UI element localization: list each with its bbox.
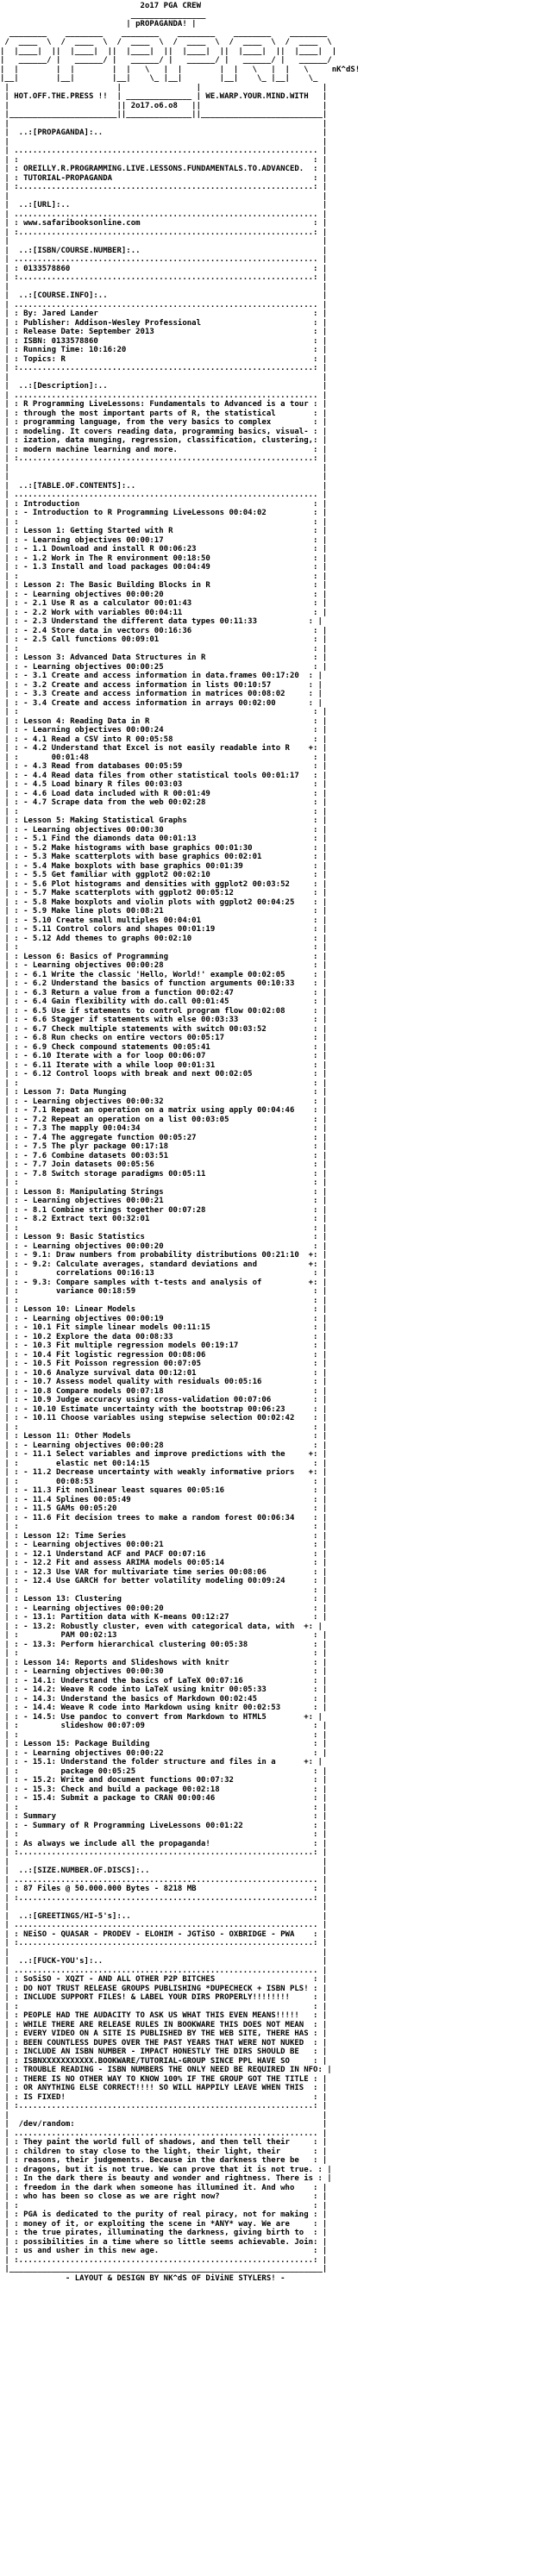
nfo-line: | | (0, 119, 328, 128)
nfo-line: | : - 10.11 Choose variables using stepwise selection 00:02:42 : | (0, 1414, 328, 1422)
nfo-line: | ..:[TABLE.OF.CONTENTS]:.. | (0, 481, 328, 491)
nfo-line: | | | | | | \ | | | | \ | | \ nK^dS! (0, 65, 361, 74)
nfo-line: | : : | (0, 1223, 328, 1233)
nfo-line: | : Lesson 5: Making Statistical Graphs : | (0, 816, 328, 825)
nfo-line: | : - 12.1 Understand ACF and PACF 00:07:16 : | (0, 1549, 328, 1559)
nfo-line: | ................................................................. | (0, 147, 328, 155)
nfo-line: | : NEiSO - QUASAR - PRODEV - ELOHIM - JGTiSO - OXBRIDGE - PWA : | (0, 1929, 328, 1939)
nfo-line: | : - Learning objectives 00:00:28 : | (0, 961, 328, 970)
nfo-line: | : who has been so close as we are right now? : | (0, 2192, 328, 2201)
nfo-line: | : www.safaribooksonline.com : | (0, 219, 328, 228)
nfo-line: | : : | (0, 1585, 328, 1595)
nfo-line: | : : | (0, 1079, 328, 1088)
nfo-line: | : : | (0, 1296, 328, 1305)
nfo-line: | ______/ | ______/ | ______/ | ______/ | ______/ | ______/ (0, 56, 332, 65)
nfo-line: | : - 4.1 Read a CSV into R 00:05:58 : | (0, 735, 328, 744)
nfo-line: | |____| || |____| || |____| || |____| || |____| || |____| | (0, 47, 337, 56)
nfo-line: | HOT.OFF.THE.PRESS !! | ______________ | WE.WARP.YOUR.MIND.WITH | (0, 92, 328, 101)
nfo-line: | : modeling. It covers reading data, programming basics, visual- : | (0, 427, 328, 436)
nfo-line: | : - 12.2 Fit and assess ARIMA models 00:05:14 : | (0, 1559, 328, 1567)
nfo-line: | : - 5.11 Control colors and shapes 00:01:19 : | (0, 925, 328, 934)
nfo-line: | : freedom in the dark when someone has illumined it. And who : | (0, 2183, 328, 2192)
nfo-line: | : - 6.1 Write the classic 'Hello, World!' example 00:02:05 : | (0, 970, 328, 979)
nfo-line: | ..:[GREETINGS/HI-5's]:.. | (0, 1911, 328, 1921)
nfo-line: | : - 5.2 Make histograms with base graphics 00:01:30 : | (0, 843, 328, 853)
nfo-line: | : money of it, or exploiting the scene in *ANY* way. We are : | (0, 2219, 328, 2229)
nfo-line: | : - 10.9 Judge accuracy using cross-validation 00:07:06 : | (0, 1396, 328, 1404)
nfo-line: | : TROUBLE READING - ISBN NUMBERS THE ONLY NEED BE REQUIRED IN NFO: | (0, 2066, 332, 2074)
nfo-line: | : correlations 00:16:13 : | (0, 1269, 328, 1278)
nfo-line: | : - 5.1 Find the diamonds data 00:01:13 : | (0, 835, 328, 843)
nfo-line: | : - 1.1 Download and install R 00:06:23 : | (0, 545, 328, 553)
nfo-line: | : - 5.3 Make scatterplots with base graphics 00:02:01 : | (0, 853, 328, 861)
nfo-line: | : Lesson 12: Time Series : | (0, 1531, 328, 1541)
nfo-line: | ................................................................. | (0, 2129, 328, 2138)
nfo-line: | : - 13.1: Partition data with K-means 00:12:27 : | (0, 1613, 328, 1622)
nfo-line: | : - 2.4 Store data in vectors 00:16:36 : | (0, 626, 328, 635)
nfo-line: | : Summary : | (0, 1812, 328, 1821)
nfo-line: | : In the dark there is beauty and wonder and rightness. There is : | (0, 2174, 332, 2183)
nfo-line: | : - Learning objectives 00:00:19 : | (0, 1314, 328, 1323)
nfo-line: | :...............................................................: | (0, 1939, 328, 1948)
nfo-line: | : : | (0, 2201, 328, 2210)
nfo-line: | : - 7.3 The mapply 00:04:34 : | (0, 1124, 328, 1133)
nfo-line: | : - Learning objectives 00:00:24 : | (0, 726, 328, 735)
nfo-line: | : - 10.8 Compare models 00:07:18 : | (0, 1386, 328, 1396)
nfo-line: | | (0, 282, 328, 291)
nfo-line: | ..:[Description]:.. | (0, 382, 328, 391)
nfo-line: | :...............................................................: | (0, 228, 328, 237)
nfo-line: | : - Learning objectives 00:00:21 : | (0, 1541, 328, 1549)
nfo-line: | : 87 Files @ 50.000.000 Bytes - 8218 MB : | (0, 1885, 328, 1893)
nfo-line: | :...............................................................: | (0, 183, 328, 191)
nfo-line: | : Release Date: September 2013 : | (0, 328, 328, 336)
nfo-line: | : - 6.9 Check compound statements 00:05:41 : | (0, 1042, 328, 1052)
nfo-line: | : - 7.6 Combine datasets 00:03:51 : | (0, 1151, 328, 1160)
nfo-line: | : programming language, from the very basics to complex : | (0, 418, 328, 427)
nfo-line: | : Lesson 7: Data Munging : | (0, 1088, 328, 1097)
nfo-line: | : - 5.7 Make scatterplots with ggplot2 00:05:12 : | (0, 889, 328, 897)
nfo-line: | : - 14.4: Weave R code into Markdown using knitr 00:02:53 : | (0, 1704, 328, 1712)
nfo-line: | : - 12.4 Use GARCH for better volatility modeling 00:09:24 : | (0, 1577, 328, 1585)
nfo-line: | ................................................................. | (0, 491, 328, 499)
nfo-line: | : - Learning objectives 00:00:20 : | (0, 1604, 328, 1613)
nfo-line: | ................................................................. | (0, 391, 328, 400)
nfo-line: | : - 15.4: Submit a package to CRAN 00:00:46 : | (0, 1794, 328, 1803)
nfo-line: | : - 6.4 Gain flexibility with do.call 00:01:45 : | (0, 997, 328, 1006)
nfo-line: | pROPAGANDA! | (0, 20, 197, 28)
nfo-line: | : - 7.4 The aggregate function 00:05:27 : | (0, 1133, 328, 1142)
nfo-line: | : possibilities in a time where so little seems achievable. Join: | (0, 2237, 328, 2247)
nfo-line: | : - 2.5 Call functions 00:09:01 : | (0, 635, 328, 644)
nfo-line: | : : | (0, 1649, 328, 1658)
nfo-line: | :...............................................................: | (0, 2102, 328, 2110)
nfo-line: | :...............................................................: | (0, 1848, 328, 1857)
nfo-line: | : Publisher: Addison-Wesley Professional : | (0, 318, 328, 328)
nfo-line: | : : | (0, 807, 328, 816)
nfo-line: | : - Learning objectives 00:00:17 : | (0, 535, 328, 545)
nfo-line: | : : | (0, 708, 328, 716)
nfo-line: | : : | (0, 943, 328, 952)
nfo-line: | | | | (0, 83, 328, 92)
nfo-line: | : - 6.10 Iterate with a for loop 00:06:07 : | (0, 1052, 328, 1060)
nfo-line: ________________ (0, 10, 206, 20)
nfo-line: | :...............................................................: | (0, 1893, 328, 1903)
nfo-line: | : Lesson 1: Getting Started with R : | (0, 527, 328, 535)
nfo-line: | : - 1.3 Install and load packages 00:04:49 : | (0, 563, 328, 572)
nfo-line: | | (0, 463, 328, 472)
nfo-line: | : variance 00:18:59 : | (0, 1287, 328, 1296)
nfo-line: | ..:[URL]:.. | (0, 201, 328, 209)
nfo-line: | : Running Time: 10:16:20 : | (0, 346, 328, 354)
nfo-line: | : Lesson 15: Package Building : | (0, 1740, 328, 1748)
nfo-line: | : - 15.1: Understand the folder structure and files in a +: | (0, 1758, 323, 1766)
nfo-line: | : - 2.3 Understand the different data types 00:11:33 : | (0, 617, 323, 626)
nfo-line: | : - 4.2 Understand that Excel is not easily readable into R +: | (0, 744, 328, 753)
nfo-line: | : Lesson 4: Reading Data in R : | (0, 716, 328, 726)
nfo-line: | : - 7.5 The plyr package 00:17:18 : | (0, 1142, 328, 1151)
nfo-line: | | (0, 2110, 328, 2120)
nfo-line: | : elastic net 00:14:15 : | (0, 1459, 328, 1468)
nfo-line: | : - Learning objectives 00:00:30 : | (0, 825, 328, 835)
nfo-line: | : - 13.3: Perform hierarchical clustering 00:05:38 : | (0, 1640, 328, 1649)
nfo-line: | :...............................................................: | (0, 454, 328, 463)
nfo-line: | : - 5.9 Make line plots 00:08:21 : | (0, 907, 328, 916)
nfo-line: | : - 6.3 Return a value from a function 00:02:47 : | (0, 988, 328, 997)
nfo-line: | : - 7.8 Switch storage paradigms 00:05:11 : | (0, 1169, 328, 1179)
nfo-line: | : DO NOT TRUST RELEASE GROUPS PUBLISHING *DUPECHECK + ISBN PLS! : | (0, 1984, 328, 1993)
nfo-line: | : - 10.6 Analyze survival data 00:12:01 : | (0, 1368, 328, 1378)
nfo-line: | : - 4.4 Read data files from other statistical tools 00:01:17 : | (0, 771, 328, 780)
nfo-line: | : - Learning objectives 00:00:20 : | (0, 590, 328, 599)
nfo-line: | : - 2.1 Use R as a calculator 00:01:43 : | (0, 599, 328, 608)
nfo-line: | : : | (0, 517, 328, 527)
nfo-line: | : - 4.5 Load binary R files 00:03:03 : | (0, 780, 328, 789)
nfo-line: | : PEOPLE HAD THE AUDACITY TO ASK US WHAT THIS EVEN MEANS!!!!! : | (0, 2011, 328, 2020)
nfo-line: | : - 10.4 Fit logistic regression 00:08:06 : | (0, 1350, 328, 1360)
nfo-line: | : - Learning objectives 00:00:22 : | (0, 1748, 328, 1758)
nfo-line: | : slideshow 00:07:09 : | (0, 1722, 328, 1730)
nfo-line: | : - 5.5 Get familiar with ggplot2 00:02:10 : | (0, 871, 328, 879)
nfo-line: | : : | (0, 1422, 328, 1432)
nfo-line: | ................................................................. | (0, 1875, 328, 1885)
nfo-line: | : - 10.10 Estimate uncertainty with the bootstrap 00:06:23 : | (0, 1404, 328, 1414)
nfo-line: | : Lesson 11: Other Models : | (0, 1432, 328, 1441)
nfo-line: | : : | (0, 155, 328, 165)
nfo-line: | : As always we include all the propaganda! : | (0, 1839, 328, 1848)
nfo-line: | : BEEN COUNTLESS DUPES OVER THE PAST YEARS THAT WERE NOT NUKED : | (0, 2038, 328, 2048)
nfo-line: | : By: Jared Lander : | (0, 309, 328, 318)
nfo-line: | : reasons, their judgements. Because in the darkness there be : | (0, 2156, 328, 2165)
nfo-line: | : - 9.3: Compare samples with t-tests and analysis of +: | (0, 1278, 328, 1287)
nfo-line: | : modern machine learning and more. : | (0, 445, 328, 454)
nfo-line: | : - 3.1 Create and access information in data.frames 00:17:20 : | (0, 672, 323, 680)
nfo-line: | : - 6.5 Use if statements to control program flow 00:02:08 : | (0, 1006, 328, 1016)
nfo-line: | :...............................................................: | (0, 364, 328, 372)
nfo-line: | : - 7.7 Join datasets 00:05:56 : | (0, 1160, 328, 1169)
nfo-line: | : : | (0, 1830, 328, 1839)
nfo-line: | ................................................................. | (0, 209, 328, 219)
nfo-line: | : - 13.2: Robustly cluster, even with categorical data, with +: | (0, 1622, 323, 1631)
nfo-line: | : Introduction : | (0, 499, 328, 509)
nfo-line: | : - 10.5 Fit Poisson regression 00:07:05 : | (0, 1360, 328, 1368)
nfo-line: | : THERE IS NO OTHER WAY TO KNOW 100% IF THE GROUP GOT THE TITLE : | (0, 2074, 328, 2084)
nfo-line: | : - 6.7 Check multiple statements with switch 00:03:52 : | (0, 1024, 328, 1034)
nfo-line: | : Lesson 8: Manipulating Strings : | (0, 1187, 328, 1197)
nfo-line: | | (0, 237, 328, 246)
nfo-line: | : IS FIXED! : | (0, 2092, 328, 2102)
nfo-line: | : - 14.2: Weave R code into LaTeX using knitr 00:05:33 : | (0, 1685, 328, 1694)
nfo-line: | : : | (0, 644, 328, 653)
nfo-line: - LAYOUT & DESIGN BY NK^dS OF DiViNE STYLERS! - (0, 2273, 285, 2283)
nfo-line: | : - 14.5: Use pandoc to convert from Markdown to HTML5 +: | (0, 1712, 323, 1722)
nfo-line: | ................................................................. | (0, 255, 328, 264)
nfo-line: | : Lesson 3: Advanced Data Structures in R : | (0, 653, 328, 662)
nfo-line: | : - 9.2: Calculate averages, standard deviations and +: | (0, 1260, 328, 1269)
nfo-line: | : Lesson 9: Basic Statistics : | (0, 1233, 328, 1241)
nfo-line: | : - 3.3 Create and access information in matrices 00:08:02 : | (0, 690, 323, 698)
nfo-line: | : - 11.5 GAMs 00:05:20 : | (0, 1504, 328, 1513)
nfo-line: | | (0, 1903, 328, 1911)
nfo-line: | : children to stay close to the light, their light, their : | (0, 2147, 328, 2156)
nfo-line: | : Lesson 13: Clustering : | (0, 1595, 328, 1604)
nfo-line: | | (0, 372, 328, 382)
nfo-line: | : - 11.2 Decrease uncertainty with weakly informative priors +: | (0, 1468, 328, 1477)
nfo-line: |__| |__| |__| \_ |__| |__| \_ |__| \_ (0, 74, 318, 83)
nfo-line: | : package 00:05:25 : | (0, 1766, 328, 1776)
nfo-line: | : Lesson 14: Reports and Slideshows with knitr : | (0, 1658, 328, 1667)
nfo-line: | : They paint the world full of shadows, and then tell their : | (0, 2138, 328, 2147)
nfo-line: | : - 15.3: Check and build a package 00:02:18 : | (0, 1785, 328, 1794)
nfo-line: | : - 14.3: Understand the basics of Markdown 00:02:45 : | (0, 1694, 328, 1704)
nfo-line: | : - Learning objectives 00:00:28 : | (0, 1441, 328, 1450)
nfo-line: | : - Learning objectives 00:00:30 : | (0, 1667, 328, 1676)
nfo-line: | : : | (0, 1179, 328, 1187)
nfo-line: | : the true pirates, illuminating the darkness, giving birth to : | (0, 2229, 328, 2237)
nfo-line: | ................................................................. | (0, 300, 328, 309)
nfo-line: | : - 4.3 Read from databases 00:05:59 : | (0, 762, 328, 771)
nfo-line: | : 00:08:53 : | (0, 1477, 328, 1486)
nfo-line: | : - 1.2 Work in The R environment 00:18:50 : | (0, 553, 328, 563)
nfo-line: | : through the most important parts of R, the statistical : | (0, 409, 328, 418)
nfo-line: | : - 8.2 Extract text 00:32:01 : | (0, 1215, 328, 1223)
nfo-line: | : - Introduction to R Programming LiveLessons 00:04:02 : | (0, 509, 328, 517)
nfo-line: | : - 6.6 Stagger if statements with else 00:03:33 : | (0, 1016, 328, 1024)
nfo-line: | : - 3.2 Create and access information in lists 00:10:57 : | (0, 680, 323, 690)
nfo-line: | : - 10.2 Explore the data 00:08:33 : | (0, 1332, 328, 1341)
nfo-line: | :...............................................................: | (0, 2255, 328, 2265)
nfo-line: | : ization, data munging, regression, classification, clustering,: | (0, 436, 328, 445)
nfo-line: | : INCLUDE AN ISBN NUMBER - IMPACT HONESTLY THE DIRS SHOULD BE : | (0, 2048, 328, 2056)
nfo-line: | : Lesson 10: Linear Models : | (0, 1305, 328, 1314)
nfo-line: | : 0133578860 : | (0, 264, 328, 273)
nfo-line: | : R Programming LiveLessons: Fundamentals to Advanced is a tour : | (0, 400, 328, 409)
nfo-line: | : - 6.11 Iterate with a while loop 00:01:31 : | (0, 1060, 328, 1070)
nfo-line: | : : | (0, 1803, 328, 1812)
nfo-line: | ..:[SIZE.NUMBER.OF.DISCS]:.. | (0, 1866, 328, 1875)
nfo-line: | : - 4.6 Load data included with R 00:01:49 : | (0, 789, 328, 798)
nfo-line: | : : | (0, 1730, 328, 1740)
nfo-line: | : - 6.2 Understand the basics of function arguments 00:10:33 : | (0, 979, 328, 988)
nfo-line: | : - 4.7 Scrape data from the web 00:02:28 : | (0, 798, 328, 807)
nfo-line: | : OR ANYTHING ELSE CORRECT!!!! SO WILL HAPPILY LEAVE WHEN THIS : | (0, 2084, 328, 2092)
nfo-line: | : - 8.1 Combine strings together 00:07:28 : | (0, 1205, 328, 1215)
nfo-line: 2o17 PGA CREW (0, 2, 201, 10)
nfo-line: | : - 6.8 Run checks on entire vectors 00:05:17 : | (0, 1034, 328, 1042)
nfo-line: | ..:[COURSE.INFO]:.. | (0, 291, 328, 300)
nfo-line: | : dragons, but it is not true. We can prove that it is not true. : | (0, 2165, 332, 2174)
nfo-line: ________ ________ ________ ________ ________ ________ (0, 28, 328, 38)
nfo-line: | : : | (0, 572, 328, 581)
nfo-line: |___________________________________________________________________| (0, 2265, 328, 2273)
nfo-line: | | (0, 1948, 328, 1957)
nfo-line: | | (0, 137, 328, 147)
nfo-line: | | (0, 472, 328, 481)
nfo-line: | : PAM 00:02:13 : | (0, 1631, 328, 1640)
nfo-line: | : - 5.12 Add themes to graphs 00:02:10 : | (0, 934, 328, 943)
nfo-line: | : - 5.10 Create small multiples 00:04:01 : | (0, 916, 328, 925)
nfo-line: | : - 12.3 Use VAR for multivariate time series 00:08:06 : | (0, 1567, 328, 1577)
nfo-line: | : PGA is dedicated to the purity of real piracy, not for making : | (0, 2210, 328, 2219)
nfo-line: | : - 5.4 Make boxplots with base graphics 00:01:39 : | (0, 861, 328, 871)
nfo-line: | : - 10.1 Fit simple linear models 00:11:15 : | (0, 1323, 328, 1332)
nfo-line: | : WHILE THERE ARE RELEASE RULES IN BOOKWARE THIS DOES NOT MEAN : | (0, 2020, 328, 2029)
nfo-line: | : - 5.6 Plot histograms and densities with ggplot2 00:03:52 : | (0, 879, 328, 889)
nfo-line: | | (0, 1857, 328, 1866)
nfo-line: | : EVERY VIDEO ON A SITE IS PUBLISHED BY THE WEB SITE, THERE HAS : | (0, 2029, 328, 2038)
nfo-line: | : - 7.1 Repeat an operation on a matrix using apply 00:04:46 : | (0, 1106, 328, 1115)
nfo-line: | : - Learning objectives 00:00:20 : | (0, 1241, 328, 1251)
nfo-line: | : ISBN: 0133578860 : | (0, 336, 328, 346)
nfo-line: | : OREILLY.R.PROGRAMMING.LIVE.LESSONS.FUNDAMENTALS.TO.ADVANCED. : | (0, 165, 328, 173)
nfo-line: | : - 3.4 Create and access information in arrays 00:02:00 : | (0, 698, 323, 708)
nfo-line: | : INCLUDE SUPPORT FILES! & LABEL YOUR DIRS PROPERLY!!!!!!!! : | (0, 1993, 328, 2002)
nfo-line: | : - 7.2 Repeat an operation on a list 00:03:05 : | (0, 1115, 328, 1124)
nfo-line: | : - 6.12 Control loops with break and next 00:02:05 : | (0, 1070, 328, 1079)
nfo-line: | : Lesson 2: The Basic Building Blocks in R : | (0, 581, 328, 590)
nfo-line: / ____ \ / ____ \ / ____ \ / ____ \ / ____ \ / ____ \ (0, 38, 332, 47)
nfo-line: | : SoSiSO - XQZT - AND ALL OTHER P2P BITCHES : | (0, 1975, 328, 1984)
nfo-line: | : : | (0, 1522, 328, 1531)
nfo-line: | :...............................................................: | (0, 273, 328, 282)
nfo-line: | : - 11.3 Fit nonlinear least squares 00:05:16 : | (0, 1486, 328, 1495)
nfo-line: | ..:[FUCK-YOU's]:.. | (0, 1957, 328, 1966)
nfo-line: | : - 15.2: Write and document functions 00:07:32 : | (0, 1776, 328, 1785)
nfo-line: | : - 2.2 Work with variables 00:04:11 : | (0, 608, 328, 617)
nfo-line: | : - 14.1: Understand the basics of LaTeX 00:07:16 : | (0, 1676, 328, 1685)
nfo-line: | : - 5.8 Make boxplots and violin plots with ggplot2 00:04:25 : | (0, 897, 328, 907)
nfo-line: | : - Learning objectives 00:00:21 : | (0, 1197, 328, 1205)
nfo-line: | : Topics: R : | (0, 354, 328, 364)
nfo-line: | ..:[ISBN/COURSE.NUMBER]:.. | (0, 246, 328, 255)
nfo-line: | ................................................................. | (0, 1966, 328, 1975)
nfo-line: | : - 10.7 Assess model quality with residuals 00:05:16 : | (0, 1378, 328, 1386)
nfo-line: | : : | (0, 2002, 328, 2011)
nfo-line: | : 00:01:48 : | (0, 753, 328, 762)
nfo-line: | : - 11.1 Select variables and improve predictions with the +: | (0, 1450, 328, 1459)
nfo-line: | || 2o17.o6.o8 || | (0, 101, 328, 110)
nfo-line: | : - 9.1: Draw numbers from probability distributions 00:21:10 +: | (0, 1251, 328, 1260)
nfo-line: | : - 10.3 Fit multiple regression models 00:19:17 : | (0, 1341, 328, 1350)
nfo-line: | : - 11.6 Fit decision trees to make a random forest 00:06:34 : | (0, 1513, 328, 1522)
nfo-line: | : - Learning objectives 00:00:32 : | (0, 1097, 328, 1106)
nfo-line: | : - Learning objectives 00:00:25 : | (0, 662, 328, 672)
nfo-line: | ..:[PROPAGANDA]:.. | (0, 128, 328, 137)
nfo-line: | : Lesson 6: Basics of Programming : | (0, 952, 328, 961)
nfo-line: | : - 11.4 Splines 00:05:49 : | (0, 1495, 328, 1504)
nfo-line: | : us and usher in this new age. : | (0, 2247, 328, 2255)
nfo-line: |_______________________||______________||__________________________| (0, 110, 328, 119)
nfo-line: | /dev/random: | (0, 2120, 328, 2129)
nfo-line: | : ISBNXXXXXXXXXXX.BOOKWARE/TUTORIAL-GROUP SINCE PPL HAVE SO : | (0, 2056, 328, 2066)
nfo-line: | | (0, 191, 328, 201)
nfo-line: | ................................................................. | (0, 1921, 328, 1929)
nfo-line: | : - Summary of R Programming LiveLessons 00:01:22 : | (0, 1821, 328, 1830)
nfo-line: | : TUTORIAL-PROPAGANDA : | (0, 173, 328, 183)
